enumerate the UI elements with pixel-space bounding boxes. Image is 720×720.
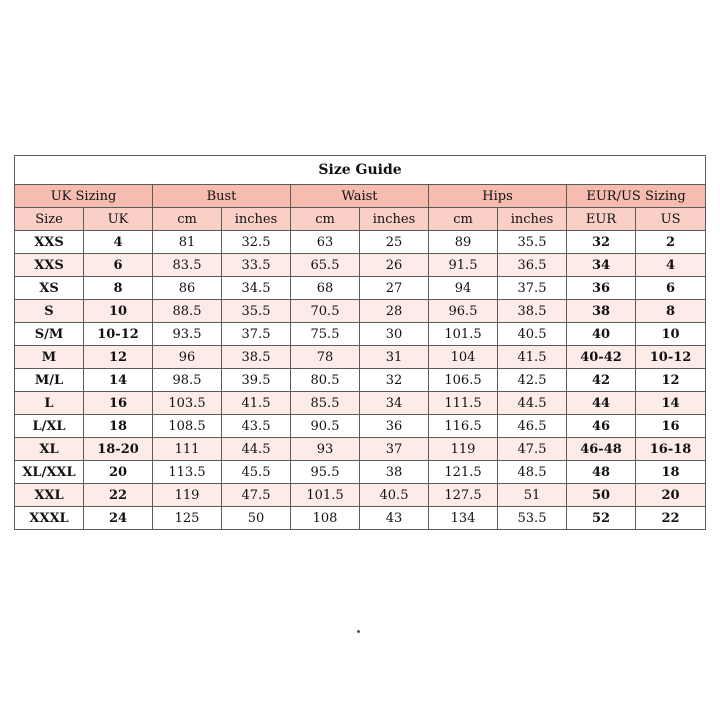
table-cell: 101.5 <box>291 484 360 507</box>
table-cell: 134 <box>429 507 498 530</box>
table-cell: 75.5 <box>291 323 360 346</box>
table-body <box>15 231 706 530</box>
table-cell: L/XL <box>15 415 84 438</box>
table-cell: 98.5 <box>153 369 222 392</box>
table-cell: 47.5 <box>222 484 291 507</box>
table-cell: 27 <box>360 277 429 300</box>
table-cell: 70.5 <box>291 300 360 323</box>
subheader-cell: inches <box>360 208 429 231</box>
table-cell: 51 <box>498 484 567 507</box>
table-cell: 36 <box>360 415 429 438</box>
table-cell: 46-48 <box>567 438 636 461</box>
table-cell: 41.5 <box>222 392 291 415</box>
table-cell: 28 <box>360 300 429 323</box>
table-cell: XXS <box>15 254 84 277</box>
table-cell: 38.5 <box>498 300 567 323</box>
table-cell: 52 <box>567 507 636 530</box>
table-cell: 68 <box>291 277 360 300</box>
size-guide-container <box>14 155 705 530</box>
group-waist: Waist <box>291 185 429 208</box>
table-row <box>15 369 706 392</box>
table-cell: 32.5 <box>222 231 291 254</box>
table-cell: 44 <box>567 392 636 415</box>
table-cell: 20 <box>636 484 706 507</box>
table-cell: 63 <box>291 231 360 254</box>
table-cell: 103.5 <box>153 392 222 415</box>
table-row <box>15 323 706 346</box>
table-cell: 18 <box>636 461 706 484</box>
subheader-cell: inches <box>498 208 567 231</box>
table-row <box>15 438 706 461</box>
table-cell: 18-20 <box>84 438 153 461</box>
table-row <box>15 392 706 415</box>
table-cell: 80.5 <box>291 369 360 392</box>
table-cell: 40.5 <box>498 323 567 346</box>
table-cell: 25 <box>360 231 429 254</box>
table-cell: 78 <box>291 346 360 369</box>
group-header-row <box>15 185 706 208</box>
table-cell: 94 <box>429 277 498 300</box>
table-cell: 89 <box>429 231 498 254</box>
table-cell: 22 <box>636 507 706 530</box>
table-cell: 86 <box>153 277 222 300</box>
table-cell: 119 <box>153 484 222 507</box>
table-cell: 50 <box>567 484 636 507</box>
table-cell: 12 <box>636 369 706 392</box>
table-cell: 34 <box>567 254 636 277</box>
subheader-cell: cm <box>429 208 498 231</box>
table-cell: 14 <box>636 392 706 415</box>
table-cell: 16-18 <box>636 438 706 461</box>
table-cell: 35.5 <box>498 231 567 254</box>
table-cell: 113.5 <box>153 461 222 484</box>
stray-dot <box>357 630 360 633</box>
table-cell: 36.5 <box>498 254 567 277</box>
table-cell: 20 <box>84 461 153 484</box>
table-cell: 10-12 <box>84 323 153 346</box>
table-cell: 116.5 <box>429 415 498 438</box>
table-cell: 4 <box>636 254 706 277</box>
table-row <box>15 346 706 369</box>
subheader-cell: EUR <box>567 208 636 231</box>
table-cell: 36 <box>567 277 636 300</box>
table-cell: 33.5 <box>222 254 291 277</box>
table-cell: 12 <box>84 346 153 369</box>
table-row <box>15 484 706 507</box>
table-cell: 38 <box>360 461 429 484</box>
table-cell: 39.5 <box>222 369 291 392</box>
table-cell: 96.5 <box>429 300 498 323</box>
table-cell: 90.5 <box>291 415 360 438</box>
table-cell: 10 <box>84 300 153 323</box>
table-cell: 83.5 <box>153 254 222 277</box>
subheader-cell: cm <box>291 208 360 231</box>
table-cell: 6 <box>84 254 153 277</box>
table-cell: XS <box>15 277 84 300</box>
table-cell: 34 <box>360 392 429 415</box>
table-cell: 43.5 <box>222 415 291 438</box>
subheader-cell: Size <box>15 208 84 231</box>
table-cell: 37.5 <box>222 323 291 346</box>
table-cell: 32 <box>360 369 429 392</box>
table-cell: 34.5 <box>222 277 291 300</box>
table-cell: 101.5 <box>429 323 498 346</box>
table-cell: 125 <box>153 507 222 530</box>
table-cell: L <box>15 392 84 415</box>
table-cell: 53.5 <box>498 507 567 530</box>
table-cell: 2 <box>636 231 706 254</box>
table-cell: 44.5 <box>222 438 291 461</box>
table-cell: XXS <box>15 231 84 254</box>
table-cell: 10 <box>636 323 706 346</box>
subheader-row <box>15 208 706 231</box>
group-bust: Bust <box>153 185 291 208</box>
table-cell: 43 <box>360 507 429 530</box>
table-row <box>15 461 706 484</box>
table-cell: XL <box>15 438 84 461</box>
table-cell: 30 <box>360 323 429 346</box>
table-cell: M/L <box>15 369 84 392</box>
group-eur-us-sizing: EUR/US Sizing <box>567 185 706 208</box>
table-cell: S <box>15 300 84 323</box>
table-cell: 42 <box>567 369 636 392</box>
table-cell: 88.5 <box>153 300 222 323</box>
table-cell: 108 <box>291 507 360 530</box>
table-cell: 127.5 <box>429 484 498 507</box>
table-cell: 93 <box>291 438 360 461</box>
table-cell: 10-12 <box>636 346 706 369</box>
table-cell: 85.5 <box>291 392 360 415</box>
table-cell: 8 <box>636 300 706 323</box>
table-row <box>15 254 706 277</box>
table-cell: 41.5 <box>498 346 567 369</box>
table-cell: 95.5 <box>291 461 360 484</box>
table-cell: 37 <box>360 438 429 461</box>
subheader-cell: US <box>636 208 706 231</box>
table-cell: 44.5 <box>498 392 567 415</box>
table-cell: 40.5 <box>360 484 429 507</box>
table-row <box>15 300 706 323</box>
table-row <box>15 277 706 300</box>
table-cell: 45.5 <box>222 461 291 484</box>
table-cell: M <box>15 346 84 369</box>
table-cell: 35.5 <box>222 300 291 323</box>
table-cell: 37.5 <box>498 277 567 300</box>
table-cell: 16 <box>636 415 706 438</box>
table-cell: 65.5 <box>291 254 360 277</box>
table-cell: 46.5 <box>498 415 567 438</box>
table-cell: 106.5 <box>429 369 498 392</box>
table-cell: 91.5 <box>429 254 498 277</box>
table-cell: 24 <box>84 507 153 530</box>
table-cell: 22 <box>84 484 153 507</box>
table-cell: 40-42 <box>567 346 636 369</box>
table-cell: 14 <box>84 369 153 392</box>
subheader-cell: inches <box>222 208 291 231</box>
table-row <box>15 507 706 530</box>
table-cell: 111.5 <box>429 392 498 415</box>
table-cell: 48 <box>567 461 636 484</box>
table-cell: XXXL <box>15 507 84 530</box>
table-cell: 18 <box>84 415 153 438</box>
table-row <box>15 231 706 254</box>
table-cell: 96 <box>153 346 222 369</box>
table-cell: 47.5 <box>498 438 567 461</box>
table-cell: XXL <box>15 484 84 507</box>
size-guide-table <box>14 155 706 530</box>
table-cell: 4 <box>84 231 153 254</box>
subheader-cell: cm <box>153 208 222 231</box>
table-cell: 93.5 <box>153 323 222 346</box>
table-cell: 104 <box>429 346 498 369</box>
table-cell: 38 <box>567 300 636 323</box>
table-cell: 8 <box>84 277 153 300</box>
table-cell: 50 <box>222 507 291 530</box>
table-cell: 32 <box>567 231 636 254</box>
table-cell: 42.5 <box>498 369 567 392</box>
table-cell: 81 <box>153 231 222 254</box>
table-cell: XL/XXL <box>15 461 84 484</box>
table-cell: 6 <box>636 277 706 300</box>
table-cell: 108.5 <box>153 415 222 438</box>
table-row <box>15 415 706 438</box>
table-title: Size Guide <box>15 156 706 185</box>
table-cell: S/M <box>15 323 84 346</box>
group-hips: Hips <box>429 185 567 208</box>
table-cell: 26 <box>360 254 429 277</box>
table-cell: 111 <box>153 438 222 461</box>
table-cell: 16 <box>84 392 153 415</box>
table-cell: 38.5 <box>222 346 291 369</box>
subheader-cell: UK <box>84 208 153 231</box>
table-cell: 121.5 <box>429 461 498 484</box>
table-cell: 46 <box>567 415 636 438</box>
table-cell: 40 <box>567 323 636 346</box>
table-cell: 31 <box>360 346 429 369</box>
table-cell: 119 <box>429 438 498 461</box>
table-cell: 48.5 <box>498 461 567 484</box>
group-uk-sizing: UK Sizing <box>15 185 153 208</box>
